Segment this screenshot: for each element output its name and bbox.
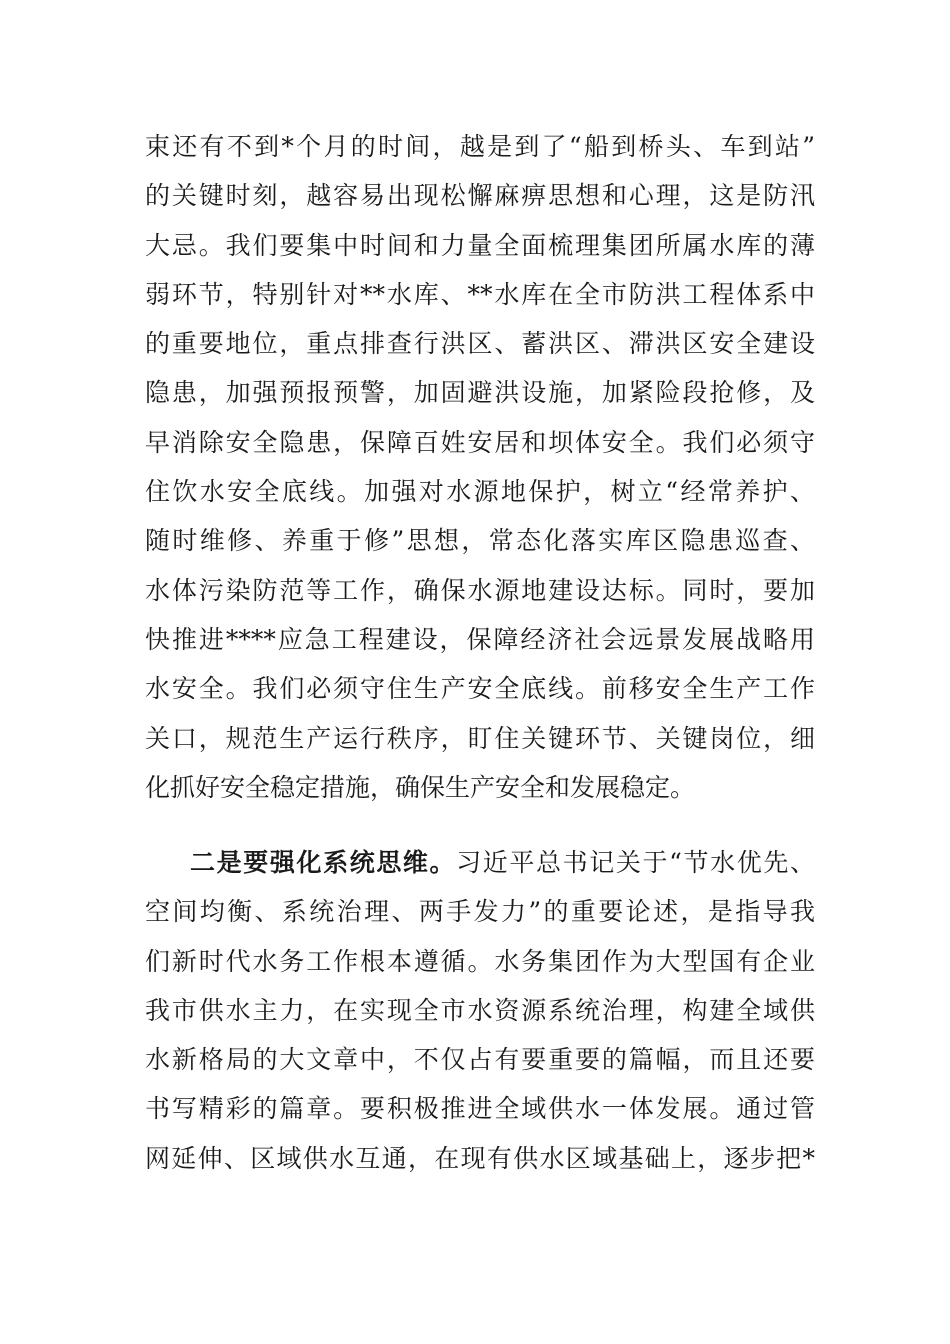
text-line: 的重要地位，重点排查行洪区、蓄洪区、滞洪区安全建设 — [145, 329, 815, 359]
text-line: 住饮水安全底线。加强对水源地保护，树立“经常养护、 — [145, 477, 815, 507]
text-line: 我市供水主力，在实现全市水资源系统治理，构建全域供 — [145, 995, 815, 1025]
section-lead-heading: 二是要强化系统思维。 — [190, 848, 457, 877]
first-line — [145, 838, 815, 887]
text-line: 弱环节，特别针对**水库、**水库在全市防洪工程体系中 — [145, 279, 815, 309]
text-line: 束还有不到*个月的时间，越是到了“船到桥头、车到站” — [145, 132, 815, 161]
text-line: 水安全。我们必须守住生产安全底线。前移安全生产工作 — [145, 674, 815, 704]
text-line: 的关键时刻，越容易出现松懈麻痹思想和心理，这是防汛 — [145, 181, 815, 211]
paragraph-flood-safety — [145, 122, 815, 812]
text-line: 书写精彩的篇章。要积极推进全域供水一体发展。通过管 — [145, 1094, 815, 1124]
text-line: 随时维修、养重于修”思想，常态化落实库区隐患巡查、 — [145, 526, 815, 556]
first-line-text: 习近平总书记关于“节水优先、 — [456, 848, 815, 877]
text-line: 快推进****应急工程建设，保障经济社会远景发展战略用 — [145, 624, 815, 654]
text-line: 关口，规范生产运行秩序，盯住关键环节、关键岗位，细 — [145, 723, 815, 753]
text-line: 隐患，加强预报预警，加固避洪设施，加紧险段抢修，及 — [145, 378, 815, 408]
paragraph-systems-thinking — [145, 838, 815, 1183]
text-line: 们新时代水务工作根本遵循。水务集团作为大型国有企业 — [145, 946, 815, 976]
text-line: 早消除安全隐患，保障百姓安居和坝体安全。我们必须守 — [145, 427, 815, 457]
text-line: 化抓好安全稳定措施，确保生产安全和发展稳定。 — [145, 772, 696, 802]
text-line: 空间均衡、系统治理、两手发力”的重要论述，是指导我 — [145, 897, 815, 927]
text-line: 大忌。我们要集中时间和力量全面梳理集团所属水库的薄 — [145, 230, 815, 260]
text-line: 水新格局的大文章中，不仅占有要重要的篇幅，而且还要 — [145, 1045, 815, 1075]
text-line: 网延伸、区域供水互通，在现有供水区域基础上，逐步把* — [145, 1143, 815, 1173]
text-line: 水体污染防范等工作，确保水源地建设达标。同时，要加 — [145, 575, 815, 605]
